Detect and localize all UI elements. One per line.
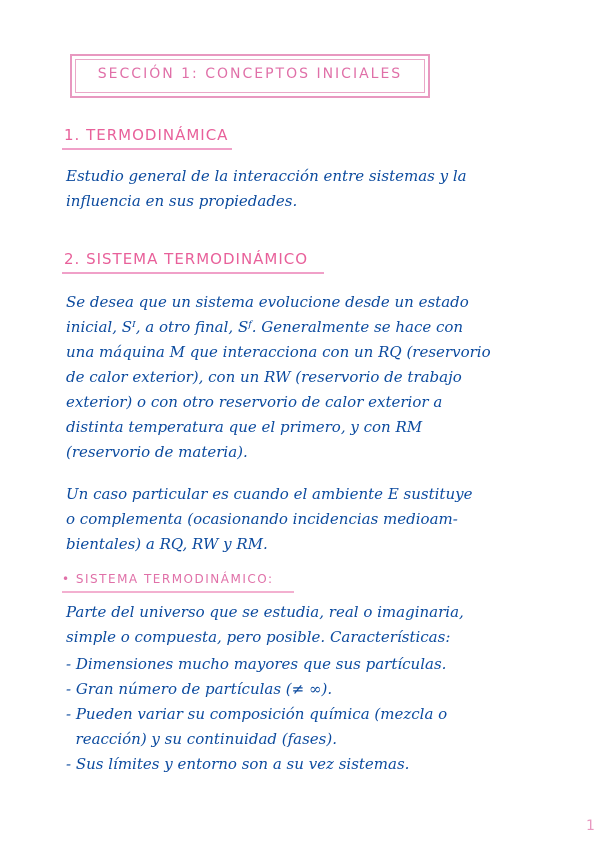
text-line: distinta temperatura que el primero, y con RM xyxy=(66,418,423,436)
heading-sistema-termodinamico xyxy=(64,250,308,268)
text-line: una máquina M que interacciona con un RQ (reservorio xyxy=(66,343,491,361)
text-line: bientales) a RQ, RW y RM. xyxy=(66,535,268,553)
text-line: Parte del universo que se estudia, real o imaginaria, xyxy=(66,603,464,621)
text-line: de calor exterior), con un RW (reservorio de trabajo xyxy=(66,368,462,386)
subheading-sistema-termodinamico xyxy=(62,572,274,586)
heading-termodinamica xyxy=(64,126,228,144)
paragraph-sistema-2 xyxy=(66,482,566,557)
text-line: (reservorio de materia). xyxy=(66,443,248,461)
text-line: inicial, Sᴵ, a otro final, Sᶠ. Generalmente se hace con xyxy=(66,318,464,336)
heading-underline xyxy=(62,272,324,274)
section-title: SECCIÓN 1: CONCEPTOS INICIALES xyxy=(97,66,403,82)
list-item: reacción) y su continuidad (fases). xyxy=(66,730,337,748)
text-line: simple o compuesta, pero posible. Características: xyxy=(66,628,451,646)
subheading-underline xyxy=(62,591,294,593)
heading-termodinamica-text: 1. TERMODINÁMICA xyxy=(64,126,229,144)
text-line: Estudio general de la interacción entre sistemas y la xyxy=(66,167,467,185)
subheading-text: • SISTEMA TERMODINÁMICO: xyxy=(62,572,274,586)
list-item: - Dimensiones mucho mayores que sus partículas. xyxy=(66,655,447,673)
list-item: - Pueden variar su composición química (mezcla o xyxy=(66,705,448,723)
paragraph-definicion xyxy=(66,600,566,650)
text-line: exterior) o con otro reservorio de calor exterior a xyxy=(66,393,443,411)
text-line: Un caso particular es cuando el ambiente E sustituye xyxy=(66,485,473,503)
heading-underline xyxy=(62,148,232,150)
page-number: 1 xyxy=(586,818,595,834)
characteristics-list xyxy=(66,652,566,777)
paragraph-termodinamica xyxy=(66,164,566,214)
text-line: o complementa (ocasionando incidencias medioam- xyxy=(66,510,458,528)
text-line: Se desea que un sistema evolucione desde un estado xyxy=(66,293,469,311)
text-line: influencia en sus propiedades. xyxy=(66,192,298,210)
section-title-box xyxy=(70,54,430,98)
paragraph-sistema-1 xyxy=(66,290,566,465)
list-item: - Sus límites y entorno son a su vez sistemas. xyxy=(66,755,410,773)
heading-sistema-text: 2. SISTEMA TERMODINÁMICO xyxy=(64,250,309,268)
list-item: - Gran número de partículas (≠ ∞). xyxy=(66,680,333,698)
